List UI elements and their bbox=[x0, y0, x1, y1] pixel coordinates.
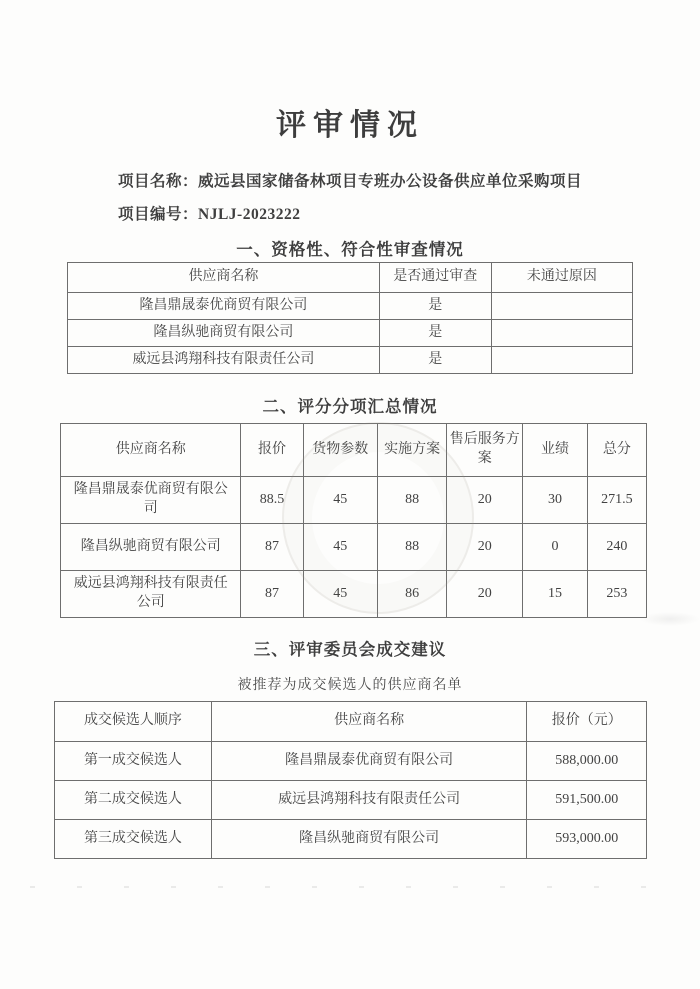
table-cell bbox=[491, 293, 632, 320]
column-header-quoted-price: 报价（元） bbox=[527, 702, 647, 742]
table-header-row bbox=[68, 263, 633, 293]
section-heading-award-recommendation: 三、评审委员会成交建议 bbox=[253, 640, 447, 659]
document-title: 评审情况 bbox=[276, 109, 424, 142]
table-row bbox=[61, 524, 647, 571]
column-header-implementation-plan: 实施方案 bbox=[378, 424, 447, 477]
table-cell: 45 bbox=[303, 524, 377, 571]
table-cell: 隆昌纵驰商贸有限公司 bbox=[61, 524, 241, 571]
column-header-price-score: 报价 bbox=[241, 424, 303, 477]
table-cell: 隆昌纵驰商贸有限公司 bbox=[68, 320, 380, 347]
table-cell: 隆昌鼎晟泰优商贸有限公司 bbox=[68, 293, 380, 320]
table-cell: 威远县鸿翔科技有限责任公司 bbox=[211, 781, 527, 820]
column-header-total-score: 总分 bbox=[587, 424, 646, 477]
column-header-supplier-name: 供应商名称 bbox=[211, 702, 527, 742]
table-row bbox=[61, 571, 647, 618]
table-cell: 是 bbox=[379, 347, 491, 374]
project-number-value: NJLJ-2023222 bbox=[198, 206, 301, 223]
table-header-row bbox=[61, 424, 647, 477]
table-cell: 威远县鸿翔科技有限责任公司 bbox=[61, 571, 241, 618]
project-name-value: 威远县国家储备林项目专班办公设备供应单位采购项目 bbox=[198, 173, 583, 190]
column-header-supplier-name: 供应商名称 bbox=[61, 424, 241, 477]
table-row bbox=[55, 742, 647, 781]
project-name-label: 项目名称： bbox=[118, 173, 199, 190]
table-cell bbox=[491, 320, 632, 347]
table-cell: 88.5 bbox=[241, 477, 303, 524]
award-candidates-table bbox=[54, 701, 647, 859]
table-cell: 20 bbox=[447, 524, 523, 571]
column-header-fail-reason: 未通过原因 bbox=[491, 263, 632, 293]
column-header-goods-params: 货物参数 bbox=[303, 424, 377, 477]
project-number-label: 项目编号： bbox=[118, 206, 199, 223]
table-cell: 是 bbox=[379, 293, 491, 320]
table-header-row bbox=[55, 702, 647, 742]
column-header-performance: 业绩 bbox=[523, 424, 587, 477]
table-cell: 588,000.00 bbox=[527, 742, 647, 781]
project-number-line bbox=[118, 202, 300, 224]
table-cell: 253 bbox=[587, 571, 646, 618]
table-cell: 15 bbox=[523, 571, 587, 618]
section-heading-qualification-review: 一、资格性、符合性审查情况 bbox=[236, 240, 464, 259]
table-row bbox=[55, 820, 647, 859]
table-cell: 20 bbox=[447, 571, 523, 618]
project-name-line bbox=[118, 169, 582, 191]
column-header-passed-review: 是否通过审查 bbox=[379, 263, 491, 293]
table-cell: 87 bbox=[241, 571, 303, 618]
table-cell: 45 bbox=[303, 477, 377, 524]
score-summary-table bbox=[60, 423, 647, 618]
table-cell: 30 bbox=[523, 477, 587, 524]
table-row bbox=[55, 781, 647, 820]
table-cell: 88 bbox=[378, 477, 447, 524]
scan-smudge-artifact bbox=[640, 612, 700, 626]
table-cell bbox=[491, 347, 632, 374]
table-cell: 0 bbox=[523, 524, 587, 571]
table-cell: 隆昌鼎晟泰优商贸有限公司 bbox=[211, 742, 527, 781]
section-heading-score-summary: 二、评分分项汇总情况 bbox=[262, 397, 438, 416]
table-cell: 45 bbox=[303, 571, 377, 618]
table-cell: 第三成交候选人 bbox=[55, 820, 212, 859]
table-cell: 240 bbox=[587, 524, 646, 571]
scan-noise-artifact bbox=[30, 886, 688, 888]
table-cell: 87 bbox=[241, 524, 303, 571]
table-cell: 隆昌纵驰商贸有限公司 bbox=[211, 820, 527, 859]
column-header-aftersales-plan: 售后服务方案 bbox=[447, 424, 523, 477]
table-cell: 20 bbox=[447, 477, 523, 524]
award-candidates-subtitle: 被推荐为成交候选人的供应商名单 bbox=[237, 678, 463, 693]
table-cell: 86 bbox=[378, 571, 447, 618]
table-cell: 第二成交候选人 bbox=[55, 781, 212, 820]
table-cell: 第一成交候选人 bbox=[55, 742, 212, 781]
table-cell: 591,500.00 bbox=[527, 781, 647, 820]
table-row bbox=[68, 320, 633, 347]
table-cell: 是 bbox=[379, 320, 491, 347]
table-cell: 威远县鸿翔科技有限责任公司 bbox=[68, 347, 380, 374]
table-cell: 593,000.00 bbox=[527, 820, 647, 859]
table-row bbox=[68, 347, 633, 374]
column-header-supplier-name: 供应商名称 bbox=[68, 263, 380, 293]
table-cell: 88 bbox=[378, 524, 447, 571]
table-row bbox=[68, 293, 633, 320]
table-cell: 隆昌鼎晟泰优商贸有限公司 bbox=[61, 477, 241, 524]
column-header-candidate-order: 成交候选人顺序 bbox=[55, 702, 212, 742]
table-cell: 271.5 bbox=[587, 477, 646, 524]
table-row bbox=[61, 477, 647, 524]
qualification-review-table bbox=[67, 262, 633, 374]
